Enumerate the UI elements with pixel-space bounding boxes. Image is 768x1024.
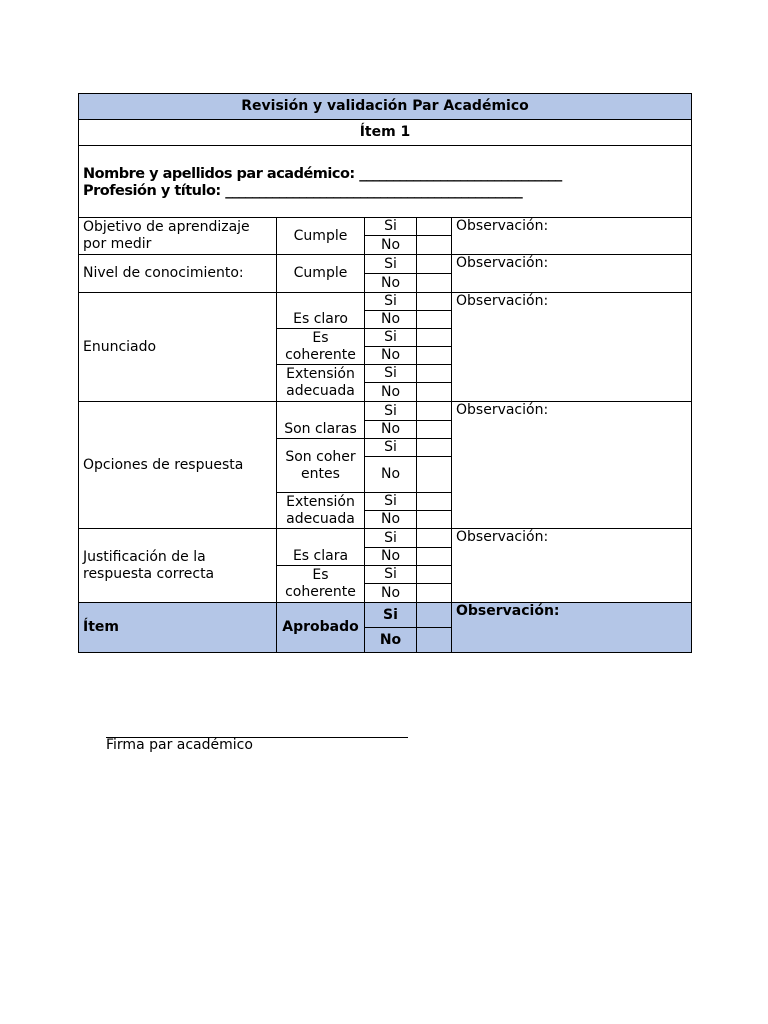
si-label: Si: [365, 329, 417, 347]
check-cell[interactable]: [417, 365, 452, 383]
form-title: Revisión y validación Par Académico: [79, 94, 692, 120]
check-cell[interactable]: [417, 493, 452, 511]
no-label: No: [365, 584, 417, 603]
check-cell[interactable]: [417, 566, 452, 584]
check-cell[interactable]: [417, 511, 452, 529]
justificacion-criterion: Es coherente: [277, 566, 365, 603]
item-final-label: Ítem: [79, 603, 277, 653]
enunciado-criterion: Es claro: [277, 293, 365, 329]
reviewer-title-line[interactable]: Profesión y título: ____________________________________________: [83, 182, 523, 199]
check-cell[interactable]: [417, 628, 452, 653]
check-cell[interactable]: [417, 218, 452, 236]
nivel-label: Nivel de conocimiento:: [79, 255, 277, 293]
objetivo-label: Objetivo de aprendizaje por medir: [79, 218, 277, 255]
check-cell[interactable]: [417, 529, 452, 548]
si-label: Si: [365, 365, 417, 383]
opciones-criterion-text: Son coherentes: [285, 448, 356, 482]
observation-field[interactable]: Observación:: [452, 255, 692, 293]
check-cell[interactable]: [417, 274, 452, 293]
si-label: Si: [365, 529, 417, 548]
signature-line[interactable]: [106, 719, 408, 738]
no-label: No: [365, 511, 417, 529]
no-label: No: [365, 421, 417, 439]
nivel-criterion: Cumple: [277, 255, 365, 293]
check-cell[interactable]: [417, 329, 452, 347]
enunciado-criterion: Extensión adecuada: [277, 365, 365, 402]
opciones-label: Opciones de respuesta: [79, 402, 277, 529]
si-label: Si: [365, 493, 417, 511]
enunciado-label: Enunciado: [79, 293, 277, 402]
opciones-criterion: Son claras: [277, 402, 365, 439]
check-cell[interactable]: [417, 402, 452, 421]
check-cell[interactable]: [417, 457, 452, 493]
opciones-criterion: Extensión adecuada: [277, 493, 365, 529]
justificacion-label: Justificación de la respuesta correcta: [79, 529, 277, 603]
si-label: Si: [365, 255, 417, 274]
check-cell[interactable]: [417, 584, 452, 603]
item-number: Ítem 1: [79, 120, 692, 146]
no-label: No: [365, 457, 417, 493]
no-label: No: [365, 311, 417, 329]
check-cell[interactable]: [417, 255, 452, 274]
item-approved-label: Aprobado: [277, 603, 365, 653]
check-cell[interactable]: [417, 439, 452, 457]
check-cell[interactable]: [417, 347, 452, 365]
signature-label: Firma par académico: [106, 737, 253, 753]
check-cell[interactable]: [417, 311, 452, 329]
no-label: No: [365, 274, 417, 293]
si-label: Si: [365, 603, 417, 628]
final-observation-field[interactable]: Observación:: [452, 603, 692, 653]
si-label: Si: [365, 218, 417, 236]
check-cell[interactable]: [417, 603, 452, 628]
si-label: Si: [365, 439, 417, 457]
no-label: No: [365, 548, 417, 566]
no-label: No: [365, 347, 417, 365]
objetivo-criterion: Cumple: [277, 218, 365, 255]
check-cell[interactable]: [417, 421, 452, 439]
si-label: Si: [365, 402, 417, 421]
observation-field[interactable]: Observación:: [452, 293, 692, 402]
si-label: Si: [365, 293, 417, 311]
reviewer-info: [79, 146, 692, 218]
observation-field[interactable]: Observación:: [452, 218, 692, 255]
no-label: No: [365, 628, 417, 653]
validation-form-table: [78, 93, 692, 653]
observation-field[interactable]: Observación:: [452, 529, 692, 603]
no-label: No: [365, 236, 417, 255]
justificacion-criterion: Es clara: [277, 529, 365, 566]
si-label: Si: [365, 566, 417, 584]
check-cell[interactable]: [417, 236, 452, 255]
observation-field[interactable]: Observación:: [452, 402, 692, 529]
check-cell[interactable]: [417, 383, 452, 402]
no-label: No: [365, 383, 417, 402]
enunciado-criterion: Es coherente: [277, 329, 365, 365]
reviewer-name-line[interactable]: Nombre y apellidos par académico: ______________________________: [83, 165, 562, 182]
opciones-criterion: [277, 439, 365, 493]
check-cell[interactable]: [417, 293, 452, 311]
check-cell[interactable]: [417, 548, 452, 566]
